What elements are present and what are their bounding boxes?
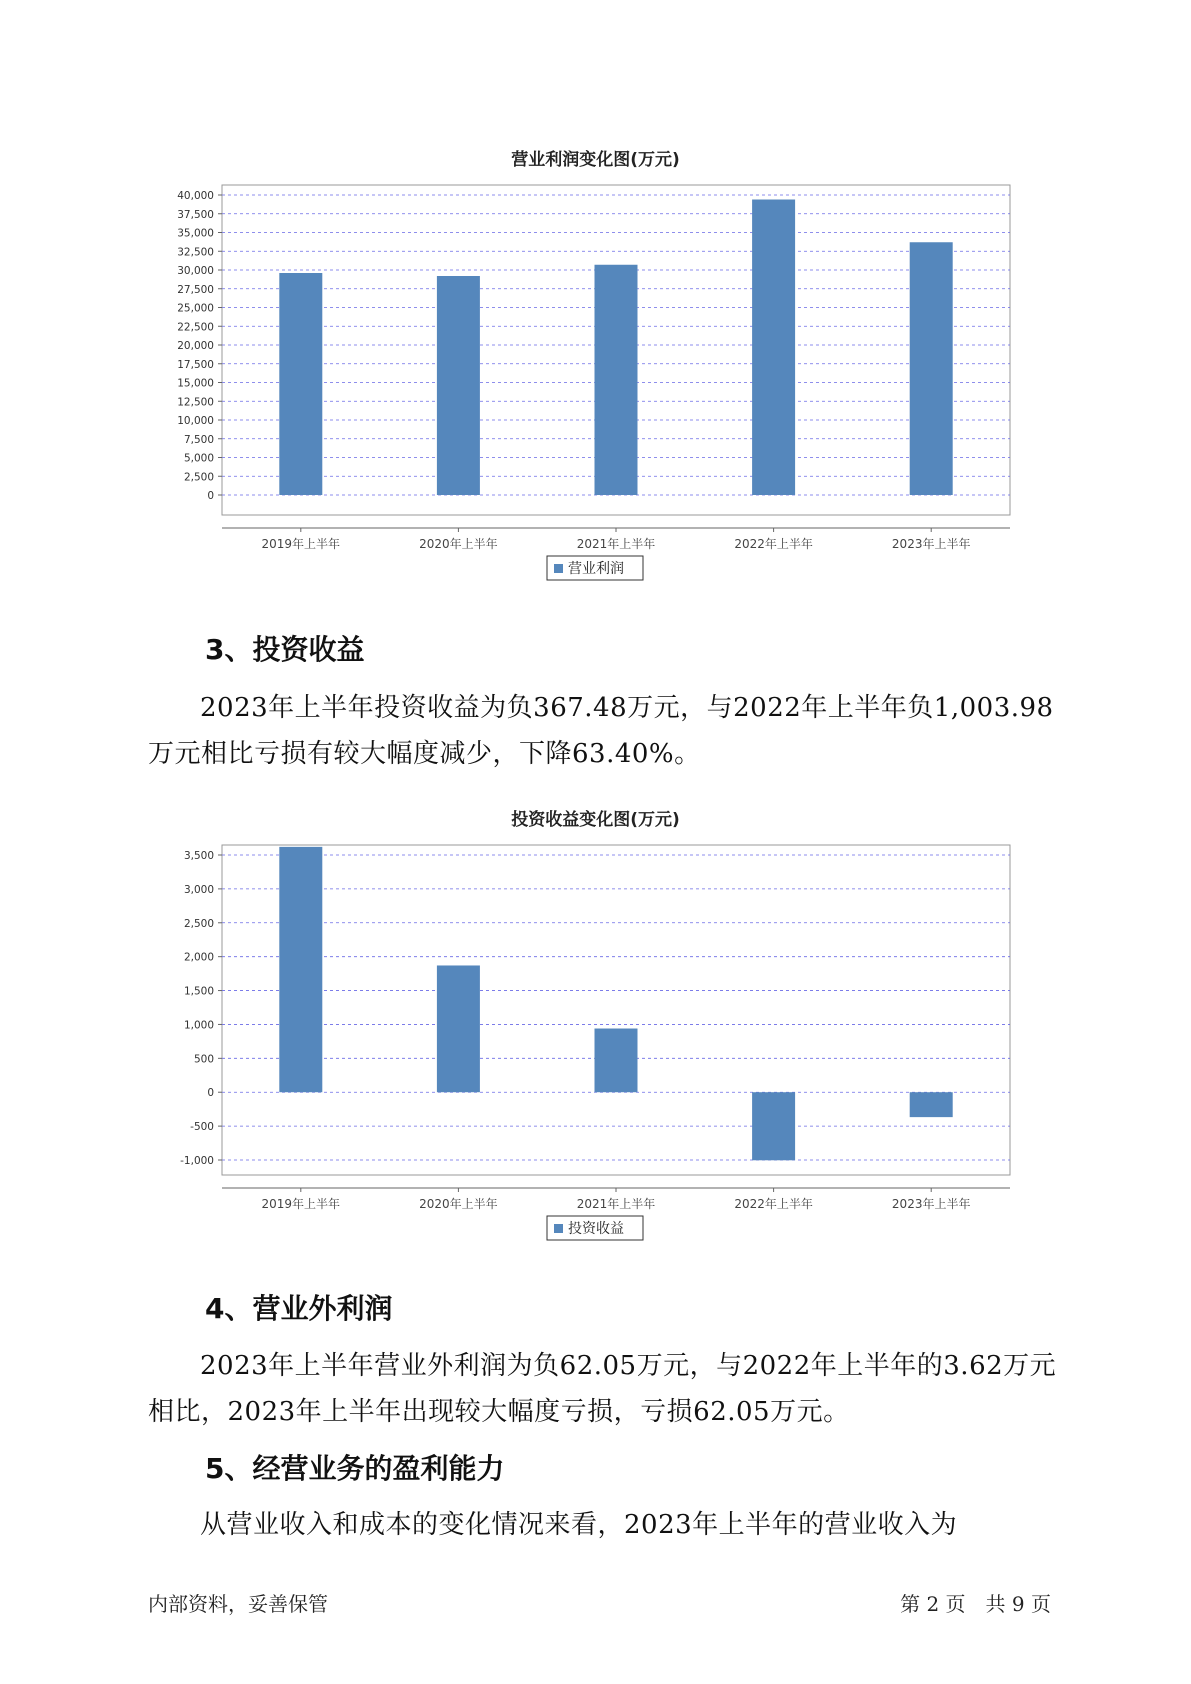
profit-ytick-label: 30,000 (177, 265, 214, 277)
profit-bar (595, 265, 638, 495)
profit-ytick-label: 22,500 (177, 321, 214, 334)
investment-category-label: 2020年上半年 (419, 1197, 498, 1211)
investment-ytick-label: -1,000 (180, 1155, 214, 1167)
investment-category-label: 2019年上半年 (261, 1197, 341, 1211)
investment-ytick-label: 500 (193, 1053, 214, 1066)
investment-ytick-label: 2,000 (183, 951, 214, 964)
investment-ytick-label: 1,000 (183, 1019, 214, 1032)
profit-bar (910, 242, 953, 495)
profit-ytick-label: 27,500 (177, 283, 214, 296)
profit-category-label: 2019年上半年 (261, 537, 341, 551)
profit-ytick-label: 35,000 (177, 227, 214, 240)
section-heading-non-operating-profit: 4、营业外利润 (205, 1292, 393, 1325)
investment-ytick-label: -500 (190, 1121, 214, 1134)
profit-chart-title: 营业利润变化图(万元) (511, 150, 680, 170)
profit-bar (752, 200, 795, 496)
profit-ytick-label: 2,500 (183, 471, 214, 484)
profit-category-label: 2022年上半年 (734, 537, 813, 551)
paragraph-non-operating-profit: 2023年上半年营业外利润为负62.05万元，与2022年上半年的3.62万元相比，2023年上半年出现较大幅度亏损，亏损62.05万元。 (148, 1351, 1057, 1427)
profit-ytick-label: 10,000 (177, 415, 214, 427)
investment-bar (595, 1029, 638, 1093)
profit-category-label: 2020年上半年 (419, 537, 498, 551)
section-heading-profitability: 5、经营业务的盈利能力 (205, 1452, 505, 1485)
profit-ytick-label: 0 (207, 490, 214, 502)
investment-category-label: 2022年上半年 (734, 1197, 813, 1211)
profit-ytick-label: 17,500 (177, 358, 214, 371)
investment-legend-label: 投资收益 (568, 1221, 624, 1237)
section-heading-investment-income: 3、投资收益 (205, 633, 365, 666)
profit-ytick-label: 20,000 (177, 340, 214, 352)
profit-legend-label: 营业利润 (568, 561, 624, 577)
footer-confidential-note: 内部资料，妥善保管 (148, 1592, 328, 1616)
investment-legend (547, 1216, 643, 1240)
profit-legend (547, 556, 643, 580)
profit-ytick-label: 5,000 (183, 452, 214, 465)
investment-legend-swatch (554, 1224, 563, 1233)
profit-category-label: 2023年上半年 (891, 537, 971, 551)
profit-ytick-label: 15,000 (177, 377, 214, 390)
profit-category-label: 2021年上半年 (576, 537, 656, 551)
profit-legend-swatch (554, 564, 563, 573)
profit-bar (279, 273, 322, 495)
investment-ytick-label: 1,500 (183, 985, 214, 998)
investment-bar (752, 1092, 795, 1160)
investment-income-chart (0, 820, 1191, 1260)
investment-plot-frame (222, 845, 1010, 1175)
paragraph-profitability: 从营业收入和成本的变化情况来看，2023年上半年的营业收入为 (200, 1510, 958, 1540)
investment-ytick-label: 3,000 (183, 883, 214, 896)
profit-ytick-label: 12,500 (177, 396, 214, 409)
footer-page-number: 第 2 页 共 9 页 (900, 1592, 1051, 1616)
investment-ytick-label: 3,500 (183, 850, 214, 862)
operating-profit-chart (0, 160, 1191, 600)
investment-ytick-label: 2,500 (183, 917, 214, 930)
investment-category-label: 2023年上半年 (891, 1197, 971, 1211)
profit-bar (437, 276, 480, 495)
investment-bar (279, 847, 322, 1092)
investment-chart-title: 投资收益变化图(万元) (511, 810, 680, 830)
profit-ytick-label: 37,500 (177, 208, 214, 221)
profit-ytick-label: 25,000 (177, 302, 214, 315)
investment-ytick-label: 0 (207, 1087, 214, 1100)
profit-ytick-label: 40,000 (177, 190, 214, 202)
investment-bar (910, 1092, 953, 1117)
profit-ytick-label: 7,500 (183, 433, 214, 446)
paragraph-investment-income: 2023年上半年投资收益为负367.48万元，与2022年上半年负1,003.98万元相比亏损有较大幅度减少，下降63.40%。 (148, 693, 1054, 769)
investment-category-label: 2021年上半年 (576, 1197, 656, 1211)
profit-ytick-label: 32,500 (177, 246, 214, 259)
investment-bar (437, 965, 480, 1092)
